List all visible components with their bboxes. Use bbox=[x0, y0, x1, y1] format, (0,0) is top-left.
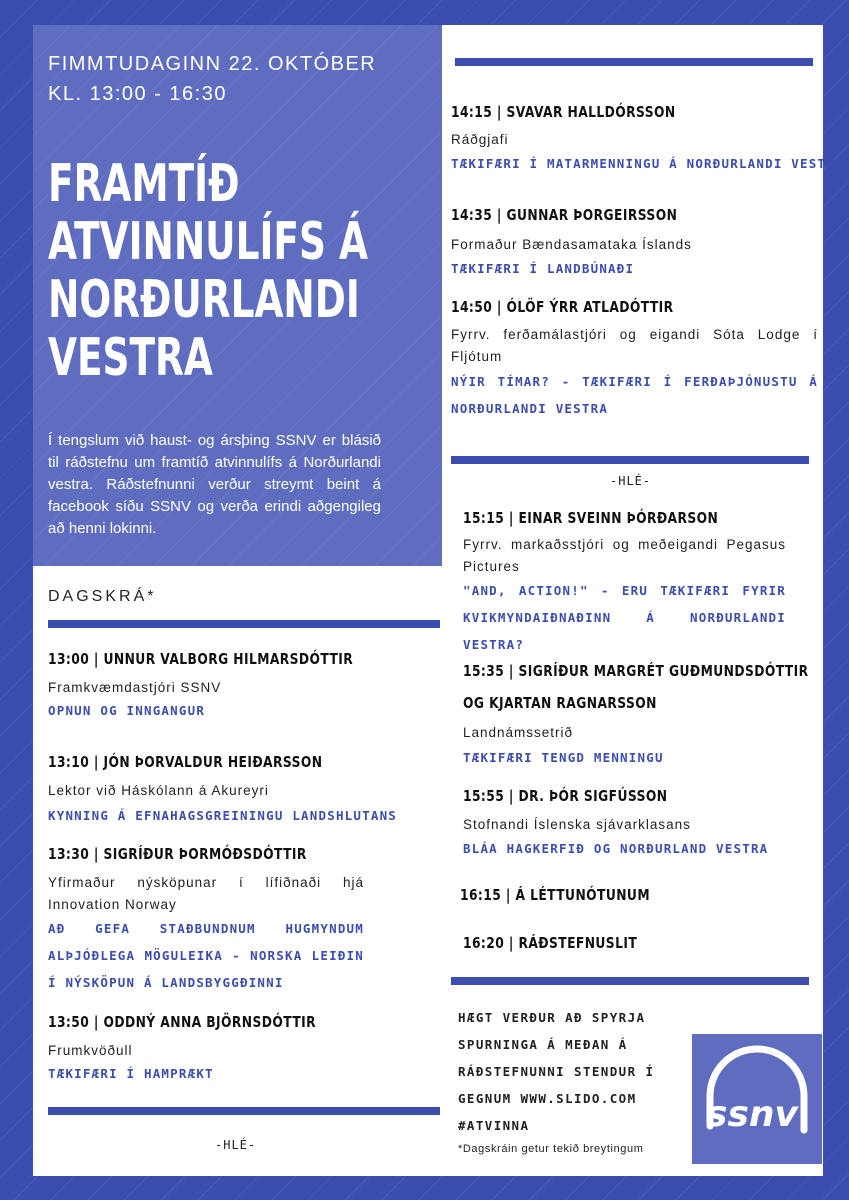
schedule-item-role: Stofnandi Íslenska sjávarklasans bbox=[463, 817, 691, 832]
schedule-item-topic: AÐ GEFA STAÐBUNDNUM HUGMYNDUM ALÞJÓÐLEGA MÖGULEIKA - NORSKA LEIÐIN Í NÝSKÖPUN Á LANDSBYGGÐINNI bbox=[48, 921, 364, 990]
schedule-item-speaker: OG KJARTAN RAGNARSSON bbox=[463, 694, 657, 712]
divider bbox=[48, 620, 440, 628]
schedule-item-role: Lektor við Háskólann á Akureyri bbox=[48, 783, 269, 798]
schedule-item-role: Yfirmaður nýsköpunar í lífiðnaði hjá Innovation Norway bbox=[48, 875, 364, 912]
intro-text: Í tengslum við haust- og ársþing SSNV er blásið til ráðstefnu um framtíð atvinnulífs á Norðurlandi vestra. Ráðstefnunni verður streymt beint á facebook síðu SSNV og verða erindi aðgengileg að henni lokinni. bbox=[48, 432, 381, 537]
event-date: FIMMTUDAGINN 22. OKTÓBER KL. 13:00 - 16:30 bbox=[48, 53, 377, 105]
schedule-item-topic: TÆKIFÆRI Í LANDBÚNAÐI bbox=[451, 261, 635, 276]
divider bbox=[451, 456, 809, 464]
schedule-item-role: Fyrrv. ferðamálastjóri og eigandi Sóta Lodge í Fljótum bbox=[451, 327, 818, 364]
divider bbox=[451, 977, 809, 985]
schedule-item-role: Framkvæmdastjóri SSNV bbox=[48, 680, 222, 695]
schedule-item-role: Landnámssetrið bbox=[463, 725, 574, 740]
break-label: -HLÉ- bbox=[215, 1138, 257, 1152]
ssnv-logo-icon bbox=[692, 1034, 822, 1164]
schedule-item-time: 13:30 | SIGRÍÐUR ÞORMÓÐSDÓTTIR bbox=[48, 845, 307, 863]
schedule-item-time: 13:10 | JÓN ÞORVALDUR HEIÐARSSON bbox=[48, 753, 323, 771]
break-label: -HLÉ- bbox=[610, 474, 652, 488]
slido-note: HÆGT VERÐUR AÐ SPYRJA SPURNINGA Á MEÐAN Á RÁÐSTEFNUNNI STENDUR Í GEGNUM WWW.SLIDO.COM #ATVINNA bbox=[458, 1010, 655, 1133]
schedule-item-topic: KYNNING Á EFNAHAGSGREININGU LANDSHLUTANS bbox=[48, 808, 398, 823]
schedule-item-topic: TÆKIFÆRI Í MATARMENNINGU Á NORÐURLANDI VESTRA bbox=[451, 156, 844, 171]
schedule-item-role: Formaður Bændasamataka Íslands bbox=[451, 237, 692, 252]
schedule-item-topic: OPNUN OG INNGANGUR bbox=[48, 703, 206, 718]
page-title: FRAMTÍÐ ATVINNULÍFS Á NORÐURLANDI VESTRA bbox=[48, 154, 368, 388]
divider bbox=[455, 58, 813, 66]
schedule-item-time: 13:50 | ODDNÝ ANNA BJÖRNSDÓTTIR bbox=[48, 1013, 316, 1031]
schedule-item-role: Fyrrv. markaðsstjóri og meðeigandi Pegasus Pictures bbox=[463, 537, 786, 574]
schedule-item-time: 16:20 | RÁÐSTEFNUSLIT bbox=[463, 934, 638, 952]
hero-panel bbox=[33, 25, 442, 566]
schedule-item-topic: NÝIR TÍMAR? - TÆKIFÆRI Í FERÐAÞJÓNUSTU Á NORÐURLANDI VESTRA bbox=[451, 374, 818, 416]
schedule-item-topic: TÆKIFÆRI Í HAMPRÆKT bbox=[48, 1066, 214, 1081]
schedule-heading: DAGSKRÁ* bbox=[48, 588, 157, 605]
schedule-item-role: Frumkvöðull bbox=[48, 1043, 133, 1058]
schedule-item-time: 13:00 | UNNUR VALBORG HILMARSDÓTTIR bbox=[48, 650, 354, 668]
schedule-item-topic: TÆKIFÆRI TENGD MENNINGU bbox=[463, 750, 664, 765]
schedule-item-role: Ráðgjafi bbox=[451, 132, 509, 147]
schedule-item-time: 15:55 | DR. ÞÓR SIGFÚSSON bbox=[463, 787, 668, 805]
schedule-item-time: 14:35 | GUNNAR ÞORGEIRSSON bbox=[451, 206, 678, 224]
schedule-item-time: 16:15 | Á LÉTTUNÓTUNUM bbox=[460, 886, 650, 904]
schedule-item-topic: "AND, ACTION!" - ERU TÆKIFÆRI FYRIR KVIKMYNDAIÐNAÐINN Á NORÐURLANDI VESTRA? bbox=[463, 583, 786, 652]
logo-text: ssnv bbox=[706, 1094, 798, 1135]
schedule-item-time: 15:35 | SIGRÍÐUR MARGRÉT GUÐMUNDSDÓTTIR bbox=[463, 662, 809, 680]
divider bbox=[48, 1107, 440, 1115]
schedule-item-time: 14:15 | SVAVAR HALLDÓRSSON bbox=[451, 103, 676, 121]
schedule-item-time: 14:50 | ÓLÖF ÝRR ATLADÓTTIR bbox=[451, 298, 674, 316]
schedule-item-topic: BLÁA HAGKERFIÐ OG NORÐURLAND VESTRA bbox=[463, 841, 769, 856]
ssnv-logo bbox=[692, 1034, 822, 1164]
schedule-item-time: 15:15 | EINAR SVEINN ÞÓRÐARSON bbox=[463, 509, 719, 527]
disclaimer: *Dagskráin getur tekið breytingum bbox=[458, 1143, 644, 1155]
